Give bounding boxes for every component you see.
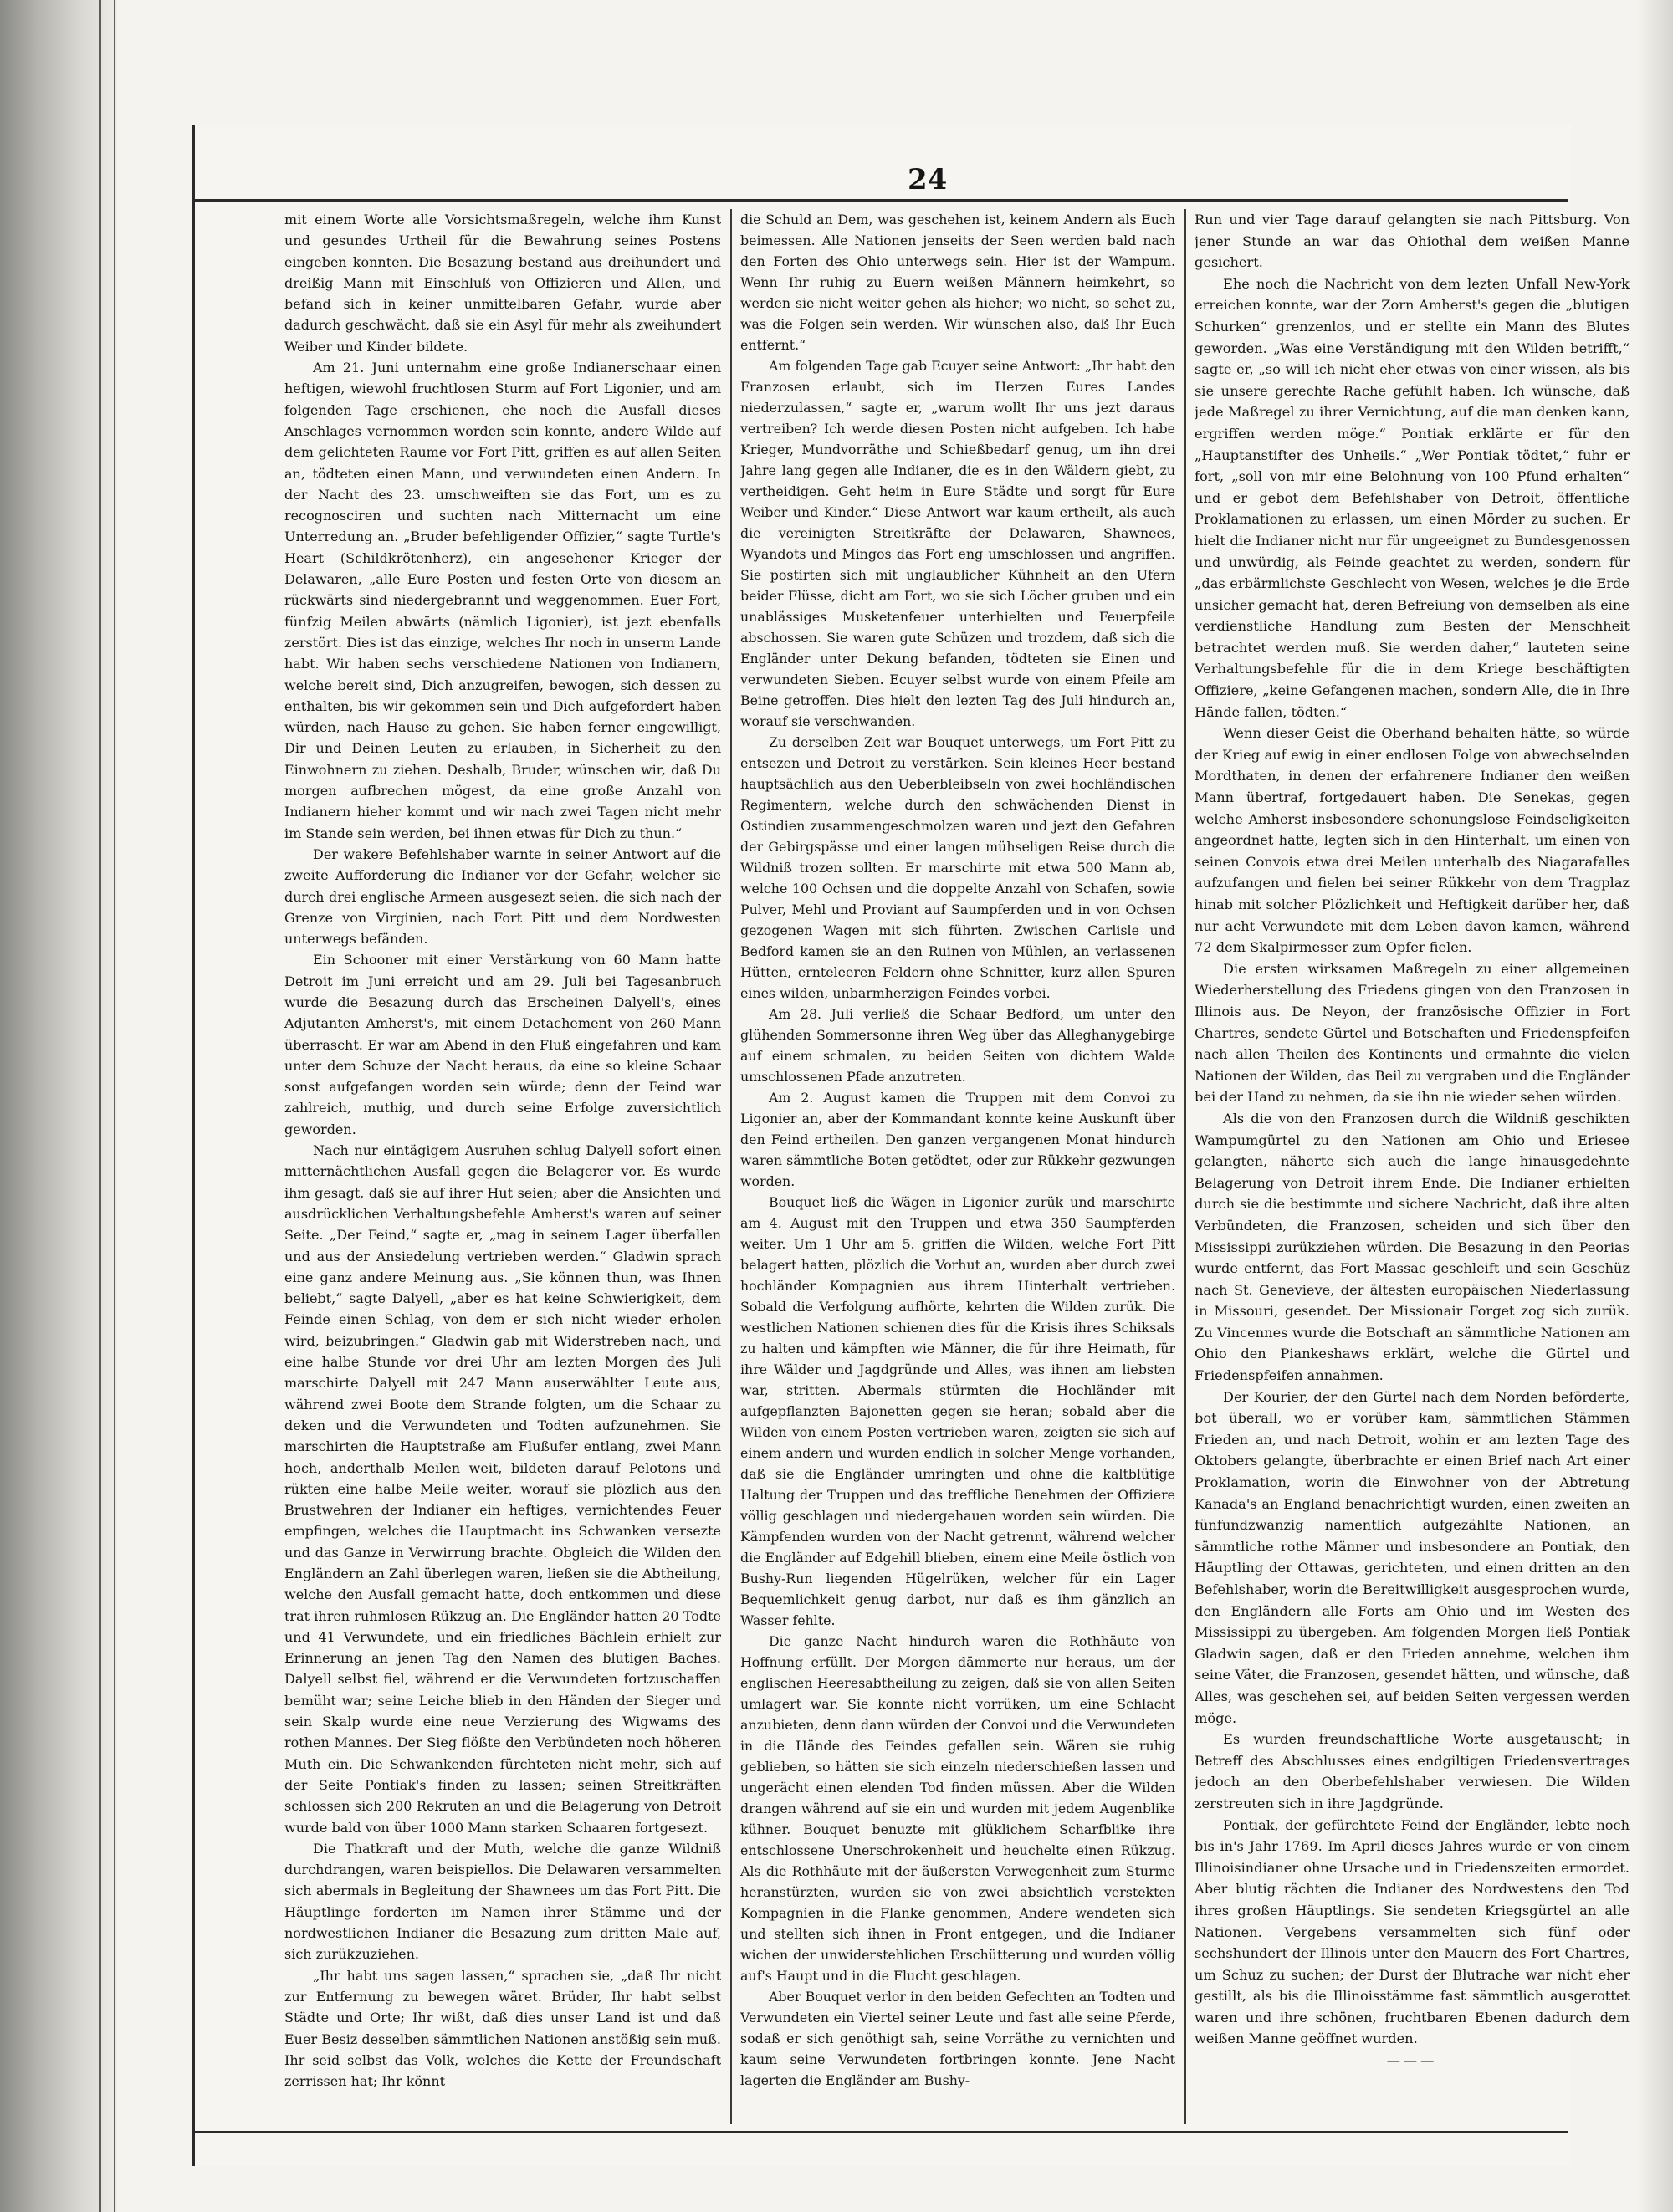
paragraph: mit einem Worte alle Vorsichtsmaßregeln, welche ihm Kunst und gesundes Urtheil für die Bewahrung seines Postens eingeben konnten. Die Besazung bestand aus dreihundert und dreißig Mann mit Einschluß von Offizieren und Allen, und befand sich in keiner unmittelbaren Gefahr, wurde aber dadurch geschwächt, daß sie ein Asyl für mehr als zweihundert Weiber und Kinder bildete. xyxy=(284,212,721,355)
paragraph: Die ganze Nacht hindurch waren die Rothhäute von Hoffnung erfüllt. Der Morgen dämmerte nur heraus, um der englischen Heeresabtheilung zu zeigen, daß sie von allen Seiten umlagert war. Sie konnte nicht vorrüken, um eine Schlacht anzubieten, denn dann würden der Convoi und die Verwundeten in die Hände des Feindes gefallen sein. Wären sie ruhig geblieben, so hätten sie sich einzeln niederschießen lassen und ungerächt einen elenden Tod finden müssen. Aber die Wilden drangen während auf sie ein und wurden mit jedem Augenblike kühner. Bouquet benuzte mit glüklichem Scharfblike ihre entschlossene Unerschrokenheit und heuchelte einen Rükzug. Als die Rothhäute mit der äußersten Verwegenheit zum Sturme heranstürzten, wurden sie von zwei absichtlich verstekten Kompagnien in die Flanke genommen, Andere wendeten sich und stellten sich ihnen in Front entgegen, und die Indianer wichen der unwiderstehlichen Erschütterung und wurden völlig auf's Haupt und in die Flucht geschlagen. xyxy=(740,1633,1175,1984)
column-divider xyxy=(1184,209,1186,2124)
text-column-3 xyxy=(1195,209,1630,2124)
paragraph: Ehe noch die Nachricht von dem lezten Unfall New-York erreichen konnte, war der Zorn Amherst's gegen die „blutigen Schurken“ grenzenlos, und er stellte ein Mann des Blutes geworden. „Was eine Verständigung mit den Wilden betrifft,“ sagte er, „so will ich nicht eher etwas von einer wissen, als bis sie unsere gerechte Rache gefühlt haben. Ich wünsche, daß jede Maßregel zu ihrer Vernichtung, auf die man denken kann, ergriffen werden möge.“ Pontiak erklärte er für den „Hauptanstifter des Unheils.“ „Wer Pontiak tödtet,“ fuhr er fort, „soll von mir eine Belohnung von 100 Pfund erhalten“ und er gebot dem Befehlshaber von Detroit, öffentliche Proklamationen zu erlassen, um einen Mörder zu suchen. Er hielt die Indianer nicht nur für ungeeignet zu Bundesgenossen und unwürdig, als Feinde geachtet zu werden, sondern für „das erbärmlichste Geschlecht von Wesen, welches je die Erde unsicher gemacht hat, deren Befreiung von demselben als eine verdienstliche Handlung zum Besten der Menschheit betrachtet werden muß. Sie werden daher,“ lauteten seine Verhaltungsbefehle für die in dem Kriege beschäftigten Offiziere, „keine Gefangenen machen, sondern Alle, die in Ihre Hände fallen, tödten.“ xyxy=(1195,275,1630,720)
gutter-edge-line xyxy=(99,0,101,2212)
footer-rule xyxy=(192,2131,1568,2133)
text-column-2 xyxy=(740,209,1175,2124)
text-column-1 xyxy=(284,209,721,2124)
gutter-edge-line xyxy=(114,0,115,2212)
page-number: 24 xyxy=(908,163,948,197)
paragraph: Am 2. August kamen die Truppen mit dem Convoi zu Ligonier an, aber der Kommandant konnte keine Auskunft über den Feind ertheilen. Den ganzen vergangenen Monat hindurch waren sämmtliche Boten getödtet, oder zur Rükkehr gezwungen worden. xyxy=(740,1090,1175,1189)
section-end-rule: ——— xyxy=(1386,2052,1438,2069)
paragraph: „Ihr habt uns sagen lassen,“ sprachen sie, „daß Ihr nicht zur Entfernung zu bewegen wäret. Brüder, Ihr habt selbst Städte und Orte; Ihr wißt, daß dies unser Land ist und daß Euer Besiz desselben sämmtlichen Nationen anstößig sein muß. Ihr seid selbst das Volk, welches die Kette der Freundschaft zerrissen hat; Ihr könnt xyxy=(284,1967,721,2090)
paragraph: Aber Bouquet verlor in den beiden Gefechten an Todten und Verwundeten ein Viertel seiner Leute und fast alle seine Pferde, sodaß er sich genöthigt sah, seine Vorräthe zu vernichten und kaum seine Verwundeten fortbringen konnte. Jene Nacht lagerten die Engländer am Bushy- xyxy=(740,1989,1175,2088)
paragraph: die Schuld an Dem, was geschehen ist, keinem Andern als Euch beimessen. Alle Nationen jenseits der Seen werden bald nach den Forten des Ohio unterwegs sein. Hier ist der Wampum. Wenn Ihr ruhig zu Euern weißen Männern heimkehrt, so werden sie nicht weiter gehen als hieher; wo nicht, so sehet zu, was die Folgen sein werden. Wir wünschen also, daß Ihr Euch entfernt.“ xyxy=(740,212,1175,353)
paragraph: Der wakere Befehlshaber warnte in seiner Antwort auf die zweite Aufforderung die Indianer vor der Gefahr, welcher sie durch drei englische Armeen ausgesezt seien, die sich nach der Grenze von Virginien, nach Fort Pitt und dem Nordwesten unterwegs befänden. xyxy=(284,845,721,948)
next-page-bleed xyxy=(1635,0,1673,2212)
paragraph: Run und vier Tage darauf gelangten sie nach Pittsburg. Von jener Stunde an war das Ohiothal dem weißen Manne gesichert. xyxy=(1195,212,1630,271)
paragraph: Am 28. Juli verließ die Schaar Bedford, um unter den glühenden Sommersonne ihren Weg über das Alleghanygebirge auf einem schmalen, zu beiden Seiten von dichtem Walde umschlossenen Pfade anzutreten. xyxy=(740,1006,1175,1085)
column-divider xyxy=(730,209,732,2124)
paragraph: Es wurden freundschaftliche Worte ausgetauscht; in Betreff des Abschlusses eines endgiltigen Friedensvertrages jedoch an den Oberbefehlshaber verwiesen. Die Wilden zerstreuten sich in ihre Jagdgründe. xyxy=(1195,1731,1630,1811)
header-rule xyxy=(192,199,1568,202)
paragraph: Bouquet ließ die Wägen in Ligonier zurük und marschirte am 4. August mit den Truppen und etwa 350 Saumpferden weiter. Um 1 Uhr am 5. griffen die Wilden, welche Fort Pitt belagert hatten, plözlich die Vorhut an, wurden aber durch zwei hochländer Kompagnien aus ihrem Hinterhalt vertrieben. Sobald die Verfolgung aufhörte, kehrten die Wilden zurük. Die westlichen Nationen schienen dies für die Krisis ihres Schiksals zu halten und kämpften wie Männer, die für ihre Heimath, für ihre Wälder und Jagdgründe und Alles, was ihnen am liebsten war, stritten. Abermals stürmten die Hochländer mit aufgepflanzten Bajonetten gegen sie heran; sobald aber die Wilden von einem Posten vertrieben waren, zeigten sie sich auf einem andern und wurden endlich in solcher Menge vorhanden, daß sie die Engländer umringten und ohne die kaltblütige Haltung der Truppen und das treffliche Benehmen der Offiziere völlig geschlagen und niedergehauen worden sein würden. Die Kämpfenden wurden von der Nacht getrennt, während welcher die Engländer auf Edgehill blieben, einem eine Meile östlich von Bushy-Run liegenden Hügelrüken, welcher für ein Lager Bequemlichkeit genug darbot, nur daß es ihm gänzlich an Wasser fehlte. xyxy=(740,1194,1175,1628)
paragraph: Die Thatkraft und der Muth, welche die ganze Wildniß durchdrangen, waren beispiellos. Die Delawaren versammelten sich abermals in Begleitung der Shawnees um das Fort Pitt. Die Häuptlinge forderten im Namen ihrer Stämme und der nordwestlichen Indianer die Besazung zum dritten Male auf, sich zurükzuziehen. xyxy=(284,1840,721,1963)
paragraph: Zu derselben Zeit war Bouquet unterwegs, um Fort Pitt zu entsezen und Detroit zu verstärken. Sein kleines Heer bestand hauptsächlich aus den Ueberbleibseln von zwei hochländischen Regimentern, welche durch den schwächenden Dienst in Ostindien zusammengeschmolzen waren und jezt den Gefahren der Gebirgspässe und einer langen mühseligen Reise durch die Wildniß trozen sollten. Er marschirte mit etwa 500 Mann ab, welche 100 Ochsen und die doppelte Anzahl von Schafen, sowie Pulver, Mehl und Proviant auf Saumpferden und in von Ochsen gezogenen Wagen mit sich führten. Zwischen Carlisle und Bedford kamen sie an den Ruinen von Mühlen, an verlassenen Hütten, ernteleeren Feldern ohne Schnitter, kurz allen Spuren eines wilden, unbarmherzigen Feindes vorbei. xyxy=(740,734,1175,1001)
paragraph: Am folgenden Tage gab Ecuyer seine Antwort: „Ihr habt den Franzosen erlaubt, sich im Herzen Eures Landes niederzulassen,“ sagte er, „warum wollt Ihr uns jezt daraus vertreiben? Ich werde diesen Posten nicht aufgeben. Ich habe Krieger, Mundvorräthe und Schießbedarf genug, um ihn drei Jahre lang gegen alle Indianer, die es in den Wäldern giebt, zu vertheidigen. Geht heim in Eure Städte und sorgt für Eure Weiber und Kinder.“ Diese Antwort war kaum ertheilt, als auch die vereinigten Streitkräfte der Delawaren, Shawnees, Wyandots und Mingos das Fort eng umschlossen und angriffen. Sie postirten sich mit unglaublicher Kühnheit an den Ufern beider Flüsse, dicht am Fort, wo sie sich Löcher gruben und ein unablässiges Musketenfeuer unterhielten und Feuerpfeile abschossen. Sie waren gute Schüzen und trozdem, daß sich die Engländer unter Dekung befanden, tödteten sie Einen und verwundeten Sieben. Ecuyer selbst wurde von einem Pfeile am Beine getroffen. Dies hielt den lezten Tag des Juli hindurch an, worauf sie verschwanden. xyxy=(740,358,1175,729)
paragraph: Am 21. Juni unternahm eine große Indianerschaar einen heftigen, wiewohl fruchtlosen Sturm auf Fort Ligonier, und am folgenden Tage erschienen, ehe noch die Ausfall dieses Anschlages vernommen worden sein konnte, andere Wilde auf dem gelichteten Raume vor Fort Pitt, griffen es auf allen Seiten an, tödteten einen Mann, und verwundeten einen Andern. In der Nacht des 23. umschweiften sie das Fort, um es zu recognosciren und suchten nach Mitternacht um eine Unterredung an. „Bruder befehligender Offizier,“ sagte Turtle's Heart (Schildkrötenherz), ein angesehener Krieger der Delawaren, „alle Eure Posten und festen Orte von diesem an rückwärts sind niedergebrannt und weggenommen. Euer Fort, fünfzig Meilen abwärts (nämlich Ligonier), ist jezt ebenfalls zerstört. Dies ist das einzige, welches Ihr noch in unserm Lande habt. Wir haben sechs verschiedene Nationen von Indianern, welche bereit sind, Dich anzugreifen, bewogen, sich dessen zu enthalten, bis wir gekommen sein und Dich aufgefordert haben würden, nach Hause zu gehen. Sie haben ferner eingewilligt, Dir und Deinen Leuten zu erlauben, in Sicherheit zu den Einwohnern zu ziehen. Deshalb, Bruder, wünschen wir, daß Du morgen aufbrechen mögest, da eine große Anzahl von Indianern hieher kommt und wir nach zwei Tagen nicht mehr im Stande sein werden, bei ihnen etwas für Dich zu thun.“ xyxy=(284,360,721,841)
paragraph: Der Kourier, der den Gürtel nach dem Norden beförderte, bot überall, wo er vorüber kam, sämmtlichen Stämmen Frieden an, und nach Detroit, wohin er am lezten Tage des Oktobers gelangte, überbrachte er einen Brief nach Art einer Proklamation, worin die Einwohner von der Abtretung Kanada's an England benachrichtigt wurden, einen zweiten an fünfundzwanzig namentlich aufgezählte Nationen, an sämmtliche rothe Männer und insbesondere an Pontiak, den Häuptling der Ottawas, gerichteten, und einen dritten an den Befehlshaber, worin die Bereitwilligkeit ausgesprochen wurde, den Engländern alle Forts am Ohio und im Westen des Mississippi zu übergeben. Am folgenden Morgen ließ Pontiak Gladwin sagen, daß er den Frieden annehme, welchen ihm seine Väter, die Franzosen, gesendet hätten, und wünsche, daß Alles, was geschehen sei, auf beiden Seiten vergessen werden möge. xyxy=(1195,1388,1630,1726)
paragraph: Ein Schooner mit einer Verstärkung von 60 Mann hatte Detroit im Juni erreicht und am 29. Juli bei Tagesanbruch wurde die Besazung durch das Erscheinen Dalyell's, eines Adjutanten Amherst's, mit einem Detachement von 260 Mann überrascht. Er war am Abend in den Fluß eingefahren und kam unter dem Schuze der Nacht heraus, da eine so kleine Schaar sonst aufgefangen worden sein würde; denn der Feind war zahlreich, muthig, und durch seine Erfolge zuversichtlich geworden. xyxy=(284,952,721,1137)
paragraph: Als die von den Franzosen durch die Wildniß geschikten Wampumgürtel zu den Nationen am Ohio und Eriesee gelangten, näherte sich auch die lange hinausgedehnte Belagerung von Detroit ihrem Ende. Die Indianer erhielten durch sie die bestimmte und sichere Nachricht, daß ihre alten Verbündeten, die Franzosen, scheiden und sich über den Mississippi zurükziehen würden. Die Besazung in den Peorias wurde entfernt, das Fort Massac geschleift und sein Geschüz nach St. Genevieve, der ältesten europäischen Niederlassung in Missouri, gesendet. Der Missionair Forget zog sich zurük. Zu Vincennes wurde die Botschaft an sämmtliche Nationen am Ohio den Piankeshaws erklärt, welche die Gürtel und Friedenspfeifen annahmen. xyxy=(1195,1110,1630,1384)
paragraph: Pontiak, der gefürchtete Feind der Engländer, lebte noch bis in's Jahr 1769. Im April dieses Jahres wurde er von einem Illinoisindianer ohne Ursache und in Friedenszeiten ermordet. Aber blutig rächten die Indianer des Nordwestens den Tod ihres großen Häuptlings. Sie sendeten Kriegsgürtel an alle Nationen. Vergebens versammelten sich fünf oder sechshundert der Illinois unter den Mauern des Fort Chartres, um Schuz zu suchen; der Durst der Blutrache war nicht eher gestillt, als bis die Illinoisstämme fast sämmtlich ausgerottet waren und ihre schönen, fruchtbaren Ebenen dadurch dem weißen Manne geöffnet wurden. xyxy=(1195,1816,1630,2047)
paragraph: Nach nur eintägigem Ausruhen schlug Dalyell sofort einen mitternächtlichen Ausfall gegen die Belagerer vor. Es wurde ihm gesagt, daß sie auf ihrer Hut seien; aber die Ansichten und ausdrücklichen Verhaltungsbefehle Amherst's waren auf seiner Seite. „Der Feind,“ sagte er, „mag in seinem Lager überfallen und aus der Ansiedelung vertrieben werden.“ Gladwin sprach eine ganz andere Meinung aus. „Sie können thun, was Ihnen beliebt,“ sagte Dalyell, „aber es hat keine Schwierigkeit, dem Feinde einen Schlag, von dem er sich nicht wieder erholen wird, beizubringen.“ Gladwin gab mit Widerstreben nach, und eine halbe Stunde vor drei Uhr am lezten Morgen des Juli marschirte Dalyell mit 247 Mann auserwählter Leute aus, während zwei Boote dem Strande folgten, um die Schaar zu deken und die Verwundeten und Todten aufzunehmen. Sie marschirten die Hauptstraße am Flußufer entlang, zwei Mann hoch, anderthalb Meilen weit, bildeten darauf Pelotons und rükten eine halbe Meile weiter, worauf sie plözlich aus den Brustwehren der Indianer ein heftiges, vernichtendes Feuer empfingen, welches die Hauptmacht ins Schwanken versezte und das Ganze in Verwirrung brachte. Obgleich die Wilden den Engländern an Zahl überlegen waren, ließen sie die Abtheilung, welche den Ausfall gemacht hatte, doch entkommen und diese trat ihren ruhmlosen Rükzug an. Die Engländer hatten 20 Todte und 41 Verwundete, und ein friedliches Bächlein erhielt zur Erinnerung an jenen Tag den Namen des blutigen Baches. Dalyell selbst fiel, während er die Verwundeten fortzuschaffen bemüht war; seine Leiche blieb in den Händen der Sieger und sein Skalp wurde eine neue Verzierung des Wigwams des rothen Mannes. Der Sieg flößte den Verbündeten noch höheren Muth ein. Die Schwankenden fürchteten nicht mehr, sich auf der Seite Pontiak's finden zu lassen; seinen Streitkräften schlossen sich 200 Rekruten an und die Belagerung von Detroit wurde bald von über 1000 Mann starken Schaaren fortgesezt. xyxy=(284,1142,721,1836)
paragraph: Wenn dieser Geist die Oberhand behalten hätte, so würde der Krieg auf ewig in einer endlosen Folge von abwechselnden Mordthaten, in denen der erfahrenere Indianer den weißen Mann übertraf, fortgedauert haben. Die Senekas, gegen welche Amherst insbesondere schonungslose Feindseligkeiten angeordnet hatte, legten sich in den Hinterhalt, um einen von seinen Convois etwa drei Meilen unterhalb des Niagarafalles aufzufangen und fielen bei seiner Rükkehr von dem Tragplaz hinab mit solcher Plözlichkeit und Heftigkeit darüber her, daß nur acht Verwundete mit dem Leben davon kamen, während 72 dem Skalpirmesser zum Opfer fielen. xyxy=(1195,725,1630,956)
paragraph: Die ersten wirksamen Maßregeln zu einer allgemeinen Wiederherstellung des Friedens gingen von den Franzosen in Illinois aus. De Neyon, der französische Offizier in Fort Chartres, sendete Gürtel und Botschaften und Friedenspfeifen nach allen Theilen des Kontinents und ermahnte die vielen Nationen der Wilden, das Beil zu vergraben und die Engländer bei der Hand zu nehmen, da sie ihn nie wieder sehen würden. xyxy=(1195,960,1630,1106)
